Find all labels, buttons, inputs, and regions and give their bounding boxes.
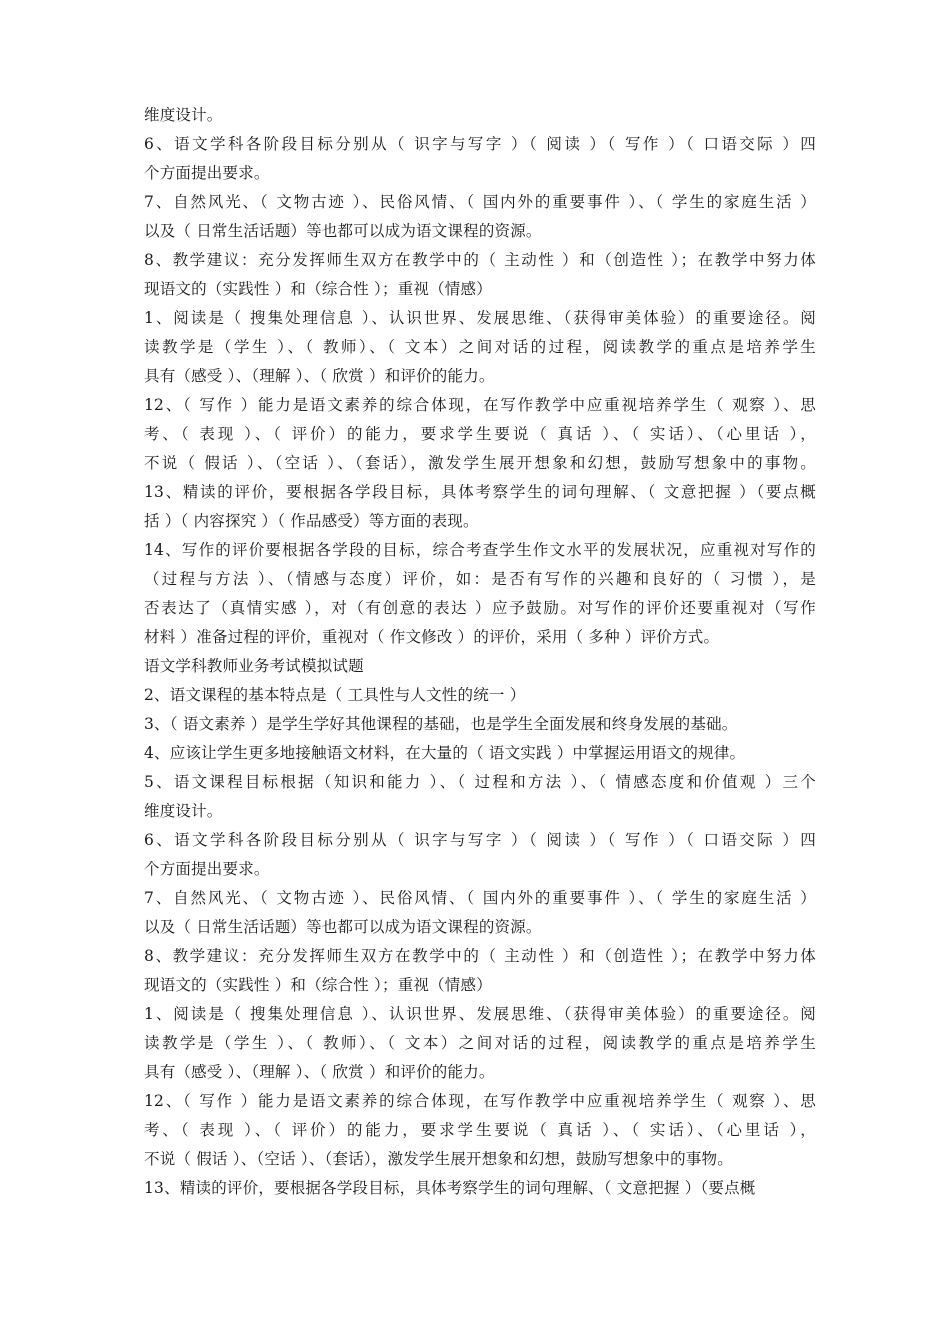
- text-line: 12、（ 写作 ）能力是语文素养的综合体现，在写作教学中应重视培养学生（ 观察 ）、思: [144, 1092, 816, 1110]
- text-line: 个方面提出要求。: [144, 164, 270, 182]
- text-line: 考、（ 表现 ）、（ 评价）的能力，要求学生要说（ 真话 ）、（ 实话）、（心里话 ），: [144, 425, 816, 443]
- text-line: 2、语文课程的基本特点是（ 工具性与人文性的统一 ）: [144, 686, 526, 704]
- text-line: 8、教学建议：充分发挥师生双方在教学中的（ 主动性 ）和（创造性 ）；在教学中努力体: [144, 251, 816, 269]
- text-line: 不说（ 假话 ）、（空话 ）、（套话），激发学生展开想象和幻想，鼓励写想象中的事物。: [144, 454, 816, 472]
- text-line: 现语文的（实践性 ）和（综合性 ）；重视（情感）: [144, 280, 492, 298]
- text-line: 读教学是（学生 ）、（ 教师）、（ 文本）之间对话的过程，阅读教学的重点是培养学生: [144, 1034, 816, 1052]
- text-line: 维度设计。: [144, 106, 223, 124]
- text-line: 不说（ 假话 ）、（空话 ）、（套话），激发学生展开想象和幻想，鼓励写想象中的事物。: [144, 1150, 733, 1168]
- text-line: 否表达了（真情实感 ），对（有创意的表达 ）应予鼓励。对写作的评价还要重视对（写作: [144, 599, 816, 617]
- text-line: （过程与方法 ）、（情感与态度）评价，如：是否有写作的兴趣和良好的（ 习惯 ），是: [144, 570, 816, 588]
- text-line: 读教学是（学生 ）、（ 教师）、（ 文本）之间对话的过程，阅读教学的重点是培养学生: [144, 338, 816, 356]
- text-line: 维度设计。: [144, 802, 223, 820]
- text-line: 考、（ 表现 ）、（ 评价）的能力，要求学生要说（ 真话 ）、（ 实话）、（心里话 ），: [144, 1121, 816, 1139]
- text-line: 7、自然风光、（ 文物古迹 ）、民俗风情、（ 国内外的重要事件 ）、（ 学生的家庭生活 ）: [144, 889, 816, 907]
- text-line: 13、精读的评价，要根据各学段目标，具体考察学生的词句理解、（ 文意把握 ）（要点概: [144, 483, 816, 501]
- text-line: 1、阅读是（ 搜集处理信息 ）、认识世界、发展思维、（获得审美体验）的重要途径。阅: [144, 309, 816, 327]
- section-heading: 语文学科教师业务考试模拟试题: [144, 657, 364, 675]
- text-line: 以及（ 日常生活话题）等也都可以成为语文课程的资源。: [144, 222, 542, 240]
- text-line: 个方面提出要求。: [144, 860, 270, 878]
- text-line: 3、（ 语文素养 ）是学生学好其他课程的基础，也是学生全面发展和终身发展的基础。: [144, 715, 738, 733]
- text-line: 6、语文学科各阶段目标分别从（ 识字与写字 ）（ 阅读 ）（ 写作 ）（ 口语交际 ）四: [144, 831, 816, 849]
- text-line: 7、自然风光、（ 文物古迹 ）、民俗风情、（ 国内外的重要事件 ）、（ 学生的家庭生活 ）: [144, 193, 816, 211]
- text-line: 1、阅读是（ 搜集处理信息 ）、认识世界、发展思维、（获得审美体验）的重要途径。阅: [144, 1005, 816, 1023]
- text-line: 括 ）（ 内容探究 ）（ 作品感受）等方面的表现。: [144, 512, 479, 530]
- text-line: 以及（ 日常生活话题）等也都可以成为语文课程的资源。: [144, 918, 542, 936]
- text-line: 14、写作的评价要根据各学段的目标，综合考查学生作文水平的发展状况，应重视对写作的: [144, 541, 816, 559]
- text-line: 具有（感受 ）、（理解 ）、（ 欣赏 ）和评价的能力。: [144, 367, 495, 385]
- text-line: 材料 ）准备过程的评价，重视对（ 作文修改 ）的评价，采用（ 多种 ）评价方式。: [144, 628, 720, 646]
- text-line: 4、应该让学生更多地接触语文材料，在大量的（ 语文实践 ）中掌握运用语文的规律。: [144, 744, 746, 762]
- text-line: 8、教学建议：充分发挥师生双方在教学中的（ 主动性 ）和（创造性 ）；在教学中努力体: [144, 947, 816, 965]
- document-body: [144, 101, 816, 1203]
- text-line: 13、精读的评价，要根据各学段目标，具体考察学生的词句理解、（ 文意把握 ）（要点概: [144, 1179, 756, 1197]
- text-line: 具有（感受 ）、（理解 ）、（ 欣赏 ）和评价的能力。: [144, 1063, 495, 1081]
- text-line: 5、语文课程目标根据（知识和能力 ）、（ 过程和方法 ）、（ 情感态度和价值观 ）三个: [144, 773, 816, 791]
- text-line: 现语文的（实践性 ）和（综合性 ）；重视（情感）: [144, 976, 492, 994]
- text-line: 12、（ 写作 ）能力是语文素养的综合体现，在写作教学中应重视培养学生（ 观察 ）、思: [144, 396, 816, 414]
- text-line: 6、语文学科各阶段目标分别从（ 识字与写字 ）（ 阅读 ）（ 写作 ）（ 口语交际 ）四: [144, 135, 816, 153]
